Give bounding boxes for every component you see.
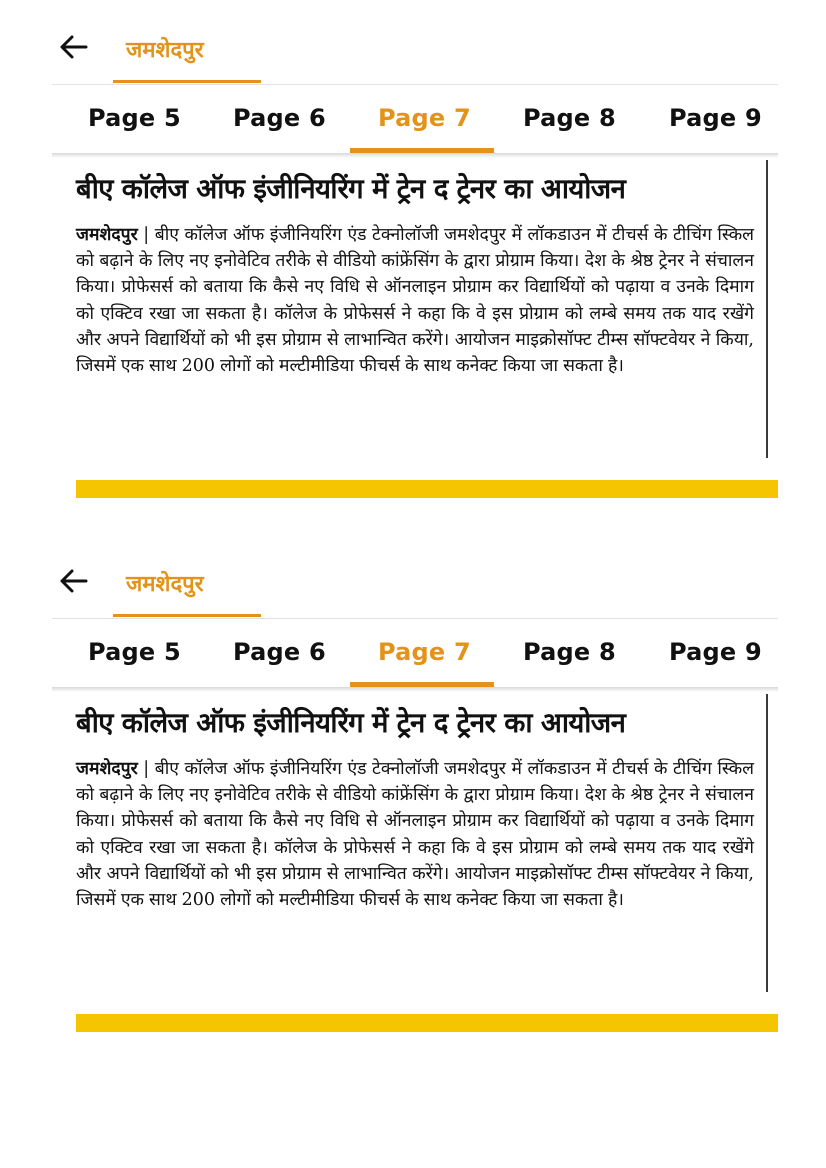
tab-page-9[interactable]: Page 9	[669, 104, 762, 132]
city-title: जमशेदपुर	[126, 572, 204, 597]
highlight-bar	[76, 480, 778, 498]
article-dateline: जमशेदपुर	[76, 759, 138, 779]
tab-page-8[interactable]: Page 8	[523, 104, 616, 132]
city-underline	[113, 614, 261, 617]
tab-page-7[interactable]: Page 7	[378, 104, 471, 132]
article-headline: बीए कॉलेज ऑफ इंजीनियरिंग में ट्रेन द ट्रेनर का आयोजन	[76, 707, 626, 739]
app-header	[0, 0, 826, 84]
tab-page-5[interactable]: Page 5	[88, 638, 181, 666]
highlight-bar	[76, 1014, 778, 1032]
article-dateline: जमशेदपुर	[76, 225, 138, 245]
article-body	[76, 756, 754, 913]
article-body-text: बीए कॉलेज ऑफ इंजीनियरिंग एंड टेक्नोलॉजी जमशेदपुर में लॉकडाउन में टीचर्स के टीचिंग स्किल को बढ़ाने के लिए नए इनोवेटिव तरीके से वीडियो कांफ्रेंसिंग के द्वारा प्रोग्राम किया। देश के श्रेष्ठ ट्रेनर ने संचालन किया। प्रोफेसर्स को बताया कि कैसे नए विधि से ऑनलाइन प्रोग्राम कर विद्यार्थियों को पढ़ाया व उनके दिमाग को एक्टिव रखा जा सकता है। कॉलेज के प्रोफेसर्स ने कहा कि वे इस प्रोग्राम को लम्बे समय तक याद रखेंगे और अपने विद्यार्थियों को भी इस प्रोग्राम से लाभान्वित करेंगे। आयोजन माइक्रोसॉफ्ट टीम्स सॉफ्टवेयर ने किया, जिसमें एक साथ 200 लोगों को मल्टीमीडिया फीचर्स के साथ कनेक्ट किया जा सकता है।	[76, 225, 754, 377]
page-tabs	[0, 96, 826, 146]
arrow-left-icon[interactable]	[56, 30, 90, 64]
clipping-right-rule	[766, 160, 768, 458]
tabs-shadow	[52, 687, 778, 692]
tabs-shadow	[52, 153, 778, 158]
tab-page-8[interactable]: Page 8	[523, 638, 616, 666]
header-divider	[52, 618, 778, 619]
city-title: जमशेदपुर	[126, 38, 204, 63]
app-header	[0, 534, 826, 618]
screen-panel-1	[0, 0, 826, 545]
arrow-left-icon[interactable]	[56, 564, 90, 598]
article-body-text: बीए कॉलेज ऑफ इंजीनियरिंग एंड टेक्नोलॉजी जमशेदपुर में लॉकडाउन में टीचर्स के टीचिंग स्किल को बढ़ाने के लिए नए इनोवेटिव तरीके से वीडियो कांफ्रेंसिंग के द्वारा प्रोग्राम किया। देश के श्रेष्ठ ट्रेनर ने संचालन किया। प्रोफेसर्स को बताया कि कैसे नए विधि से ऑनलाइन प्रोग्राम कर विद्यार्थियों को पढ़ाया व उनके दिमाग को एक्टिव रखा जा सकता है। कॉलेज के प्रोफेसर्स ने कहा कि वे इस प्रोग्राम को लम्बे समय तक याद रखेंगे और अपने विद्यार्थियों को भी इस प्रोग्राम से लाभान्वित करेंगे। आयोजन माइक्रोसॉफ्ट टीम्स सॉफ्टवेयर ने किया, जिसमें एक साथ 200 लोगों को मल्टीमीडिया फीचर्स के साथ कनेक्ट किया जा सकता है।	[76, 759, 754, 911]
screen-panel-2	[0, 534, 826, 1079]
tab-page-5[interactable]: Page 5	[88, 104, 181, 132]
clipping-right-rule	[766, 694, 768, 992]
city-underline	[113, 80, 261, 83]
dateline-separator: |	[137, 225, 155, 245]
header-divider	[52, 84, 778, 85]
page-tabs	[0, 630, 826, 680]
tab-page-9[interactable]: Page 9	[669, 638, 762, 666]
tab-page-6[interactable]: Page 6	[233, 104, 326, 132]
article-headline: बीए कॉलेज ऑफ इंजीनियरिंग में ट्रेन द ट्रेनर का आयोजन	[76, 173, 626, 205]
dateline-separator: |	[137, 759, 155, 779]
tab-page-6[interactable]: Page 6	[233, 638, 326, 666]
article-body	[76, 222, 754, 379]
tab-page-7[interactable]: Page 7	[378, 638, 471, 666]
